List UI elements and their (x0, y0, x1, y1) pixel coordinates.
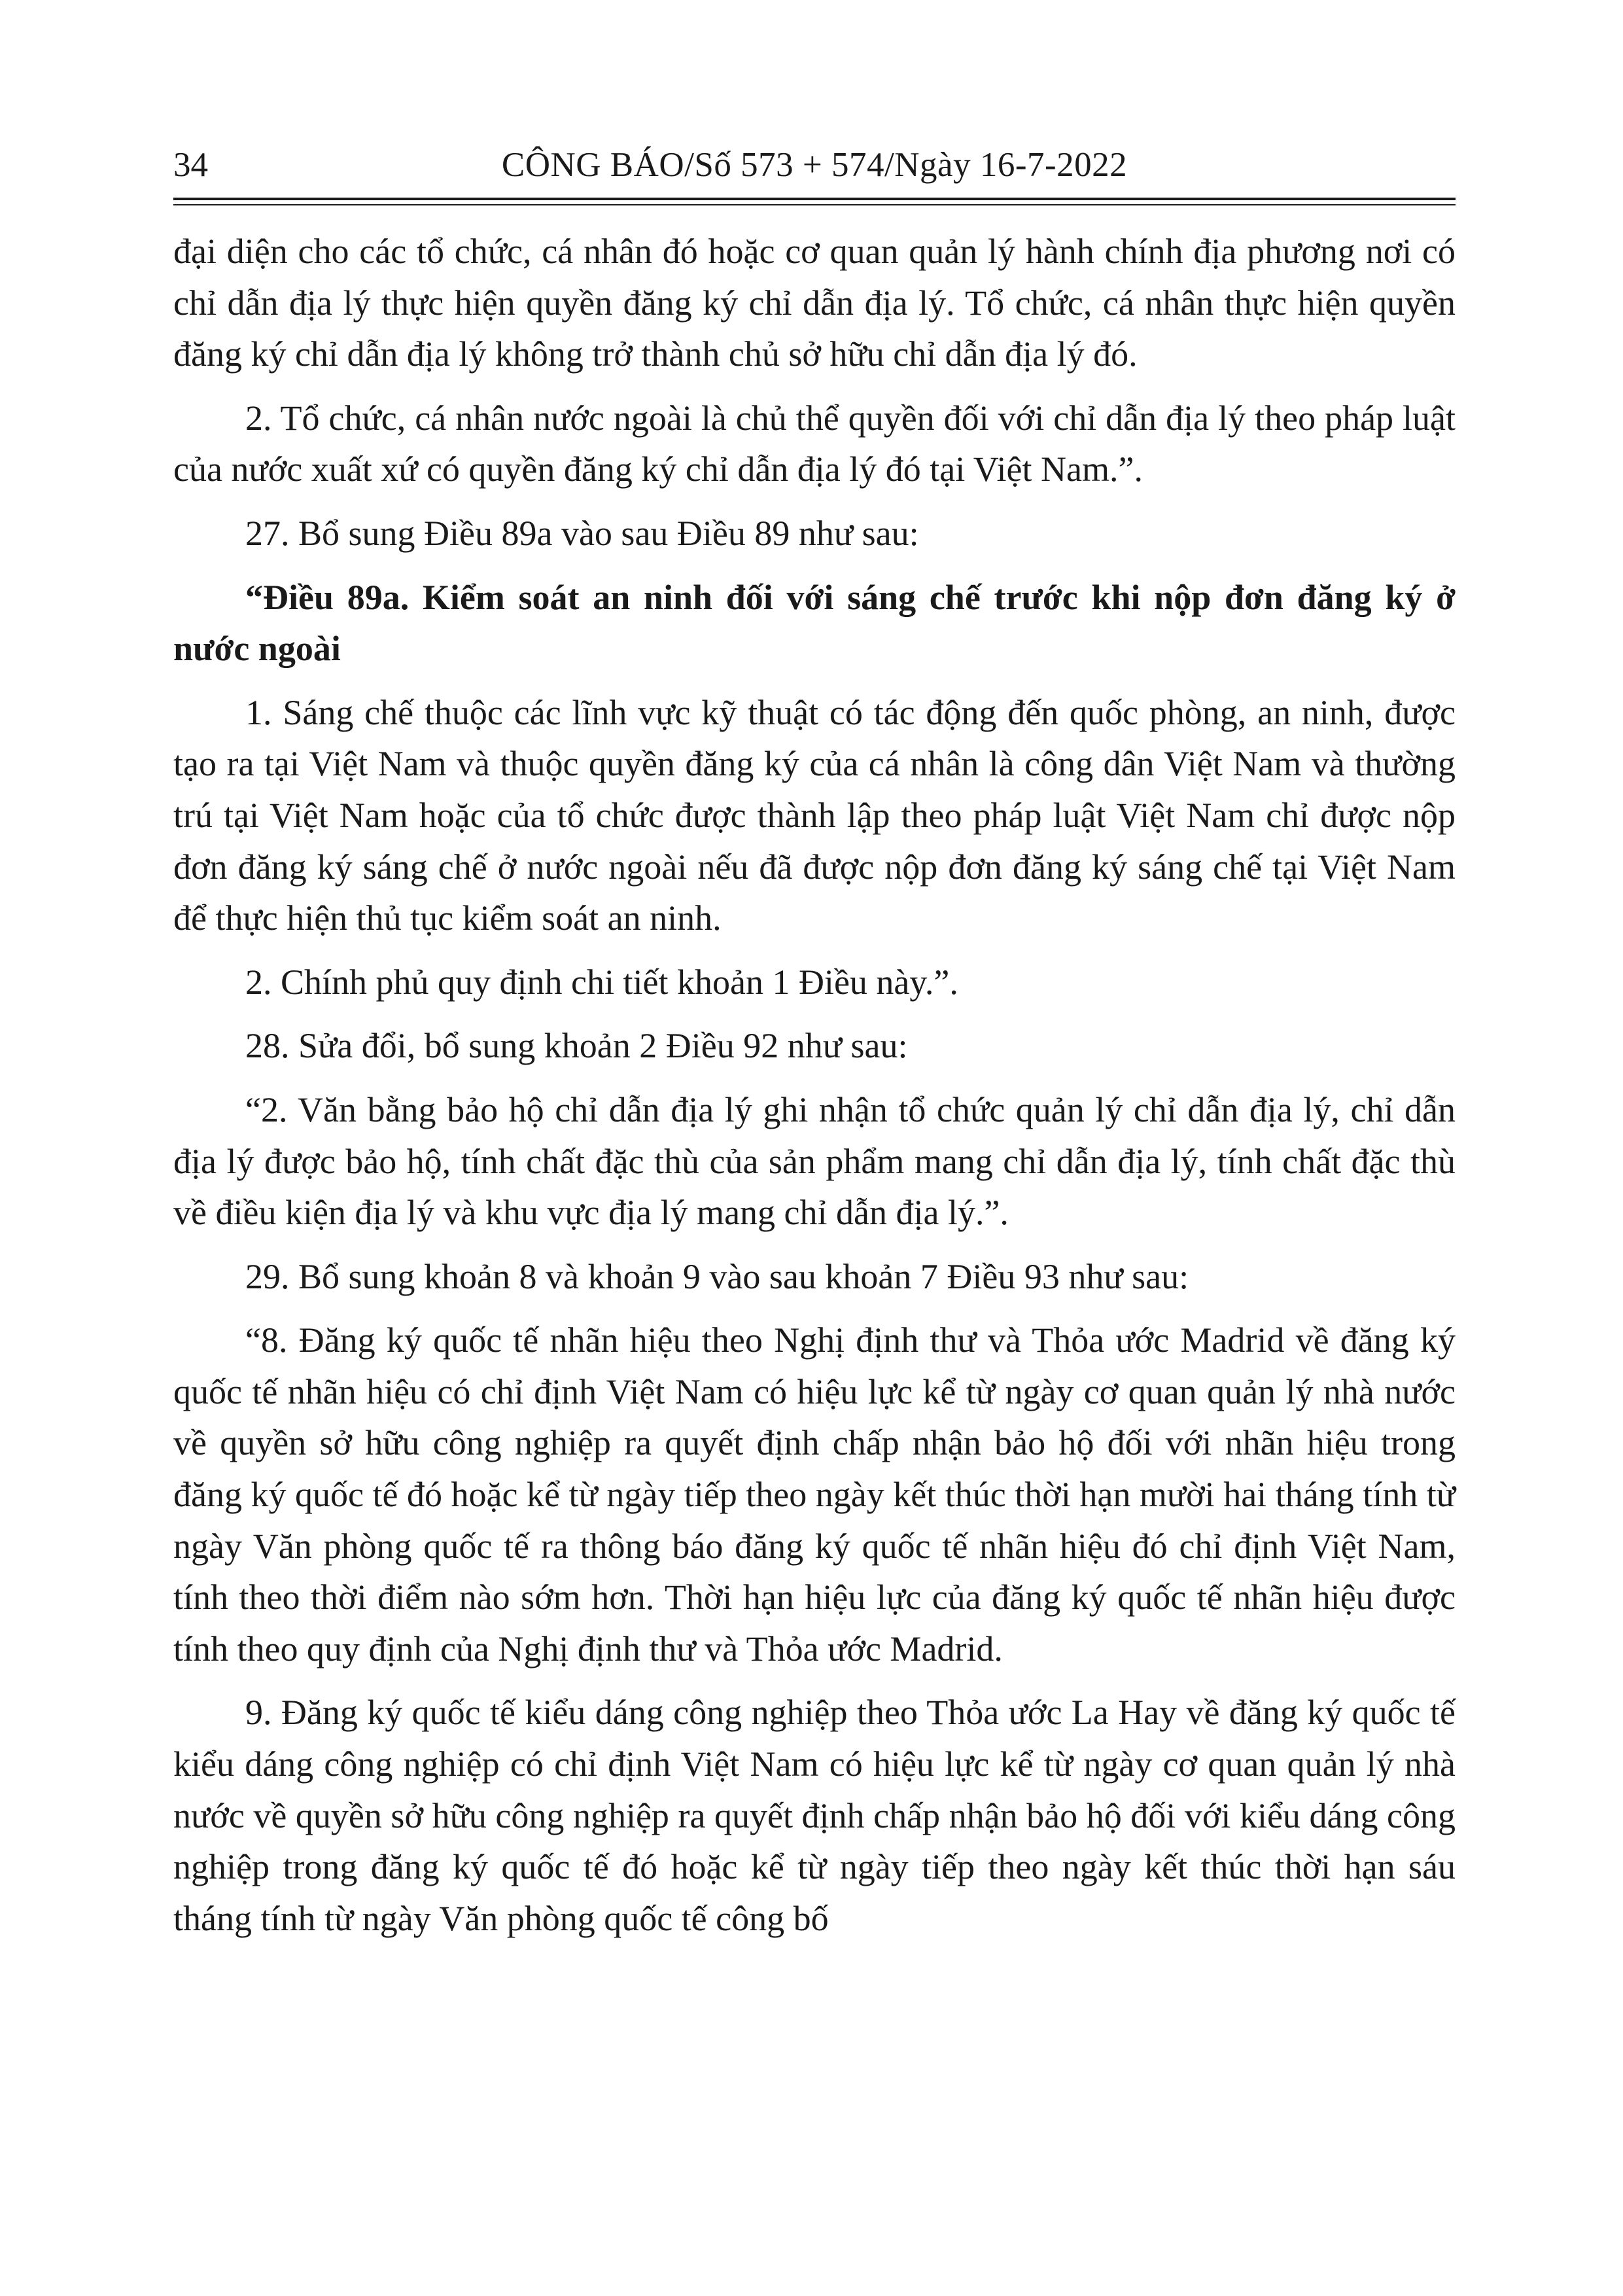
paragraph: “8. Đăng ký quốc tế nhãn hiệu theo Nghị định thư và Thỏa ước Madrid về đăng ký quốc tế nhãn hiệu có chỉ định Việt Nam có hiệu lực kể từ ngày cơ quan quản lý nhà nước về quyền sở hữu công nghiệp ra quyết định chấp nhận bảo hộ đối với nhãn hiệu trong đăng ký quốc tế đó hoặc kể từ ngày tiếp theo ngày kết thúc thời hạn mười hai tháng tính từ ngày Văn phòng quốc tế ra thông báo đăng ký quốc tế nhãn hiệu đó chỉ định Việt Nam, tính theo thời điểm nào sớm hơn. Thời hạn hiệu lực của đăng ký quốc tế nhãn hiệu được tính theo quy định của Nghị định thư và Thỏa ước Madrid. (173, 1320, 1456, 1669)
paragraph-amendment-29: 29. Bổ sung khoản 8 và khoản 9 vào sau khoản 7 Điều 93 như sau: (245, 1256, 1189, 1296)
paragraph: 9. Đăng ký quốc tế kiểu dáng công nghiệp theo Thỏa ước La Hay về đăng ký quốc tế kiểu dáng công nghiệp có chỉ định Việt Nam có hiệu lực kể từ ngày cơ quan quản lý nhà nước về quyền sở hữu công nghiệp ra quyết định chấp nhận bảo hộ đối với kiểu dáng công nghiệp trong đăng ký quốc tế đó hoặc kể từ ngày tiếp theo ngày kết thúc thời hạn sáu tháng tính từ ngày Văn phòng quốc tế công bố (173, 1693, 1456, 1938)
gazette-title: CÔNG BÁO/Số 573 + 574/Ngày 16-7-2022 (501, 146, 1128, 184)
document-body (173, 226, 1456, 1956)
article-89a-heading: “Điều 89a. Kiểm soát an ninh đối với sáng chế trước khi nộp đơn đăng ký ở nước ngoài (173, 577, 1456, 669)
header-rule-thick (173, 198, 1456, 200)
paragraph: 2. Chính phủ quy định chi tiết khoản 1 Điều này.”. (245, 962, 958, 1002)
paragraph: 1. Sáng chế thuộc các lĩnh vực kỹ thuật có tác động đến quốc phòng, an ninh, được tạo ra tại Việt Nam và thuộc quyền đăng ký của cá nhân là công dân Việt Nam và thường trú tại Việt Nam hoặc của tổ chức được thành lập theo pháp luật Việt Nam chỉ được nộp đơn đăng ký sáng chế ở nước ngoài nếu đã được nộp đơn đăng ký sáng chế tại Việt Nam để thực hiện thủ tục kiểm soát an ninh. (173, 692, 1456, 938)
header-rule-thin (173, 204, 1456, 205)
paragraph-amendment-28: 28. Sửa đổi, bổ sung khoản 2 Điều 92 như sau: (245, 1026, 908, 1066)
paragraph: 2. Tổ chức, cá nhân nước ngoài là chủ thể quyền đối với chỉ dẫn địa lý theo pháp luật của nước xuất xứ có quyền đăng ký chỉ dẫn địa lý đó tại Việt Nam.”. (173, 398, 1456, 489)
paragraph: “2. Văn bằng bảo hộ chỉ dẫn địa lý ghi nhận tổ chức quản lý chỉ dẫn địa lý, chỉ dẫn địa lý được bảo hộ, tính chất đặc thù của sản phẩm mang chỉ dẫn địa lý, tính chất đặc thù về điều kiện địa lý và khu vực địa lý mang chỉ dẫn địa lý.”. (173, 1089, 1456, 1233)
page-number: 34 (173, 146, 208, 184)
paragraph-amendment-27: 27. Bổ sung Điều 89a vào sau Điều 89 như sau: (245, 513, 919, 553)
paragraph-continued: đại diện cho các tổ chức, cá nhân đó hoặc cơ quan quản lý hành chính địa phương nơi có chỉ dẫn địa lý thực hiện quyền đăng ký chỉ dẫn địa lý. Tổ chức, cá nhân thực hiện quyền đăng ký chỉ dẫn địa lý không trở thành chủ sở hữu chỉ dẫn địa lý đó. (173, 232, 1456, 374)
page-header (173, 141, 1456, 190)
